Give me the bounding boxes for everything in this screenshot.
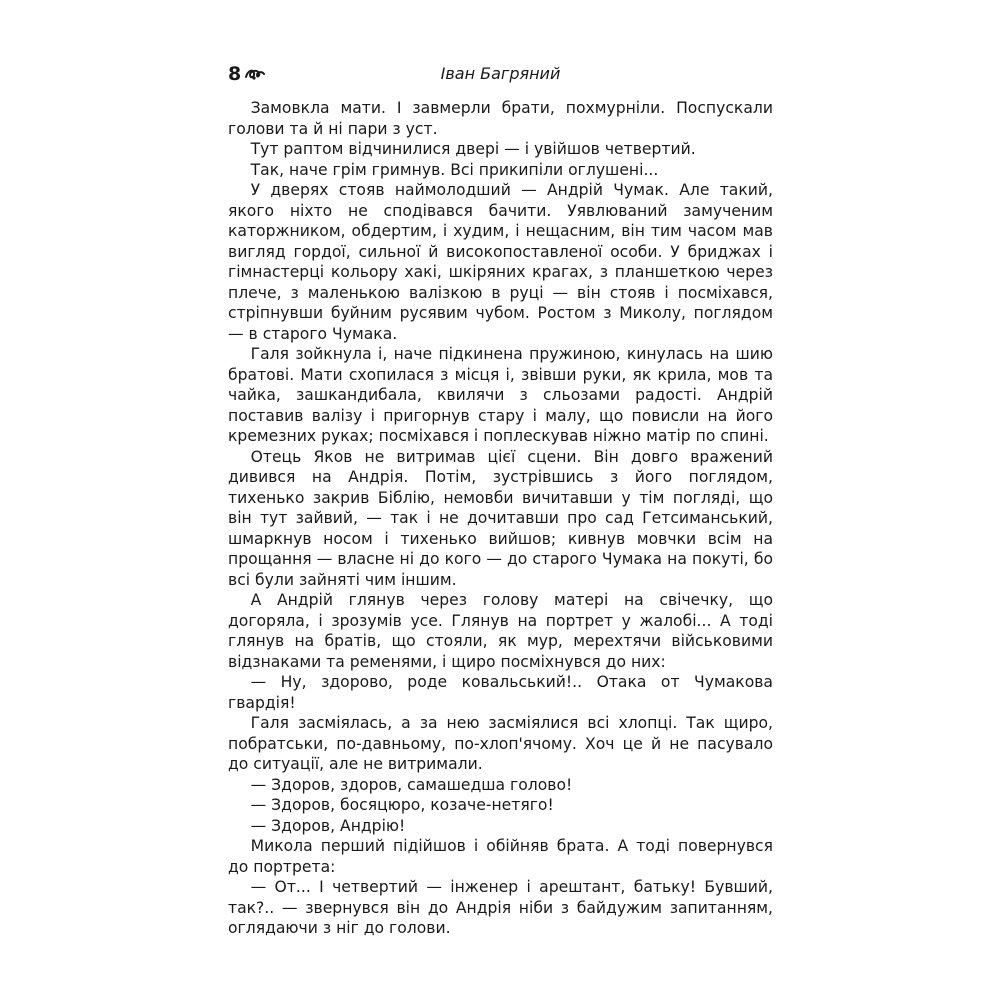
paragraph: Галя засміялась, а за нею засміялися всі хлопці. Так щиро, побратськи, по-давньому, по-хлоп'ячому. Хоч це й не пасувало до ситуації, але не витримали.: [228, 714, 773, 773]
paragraph: Так, наче грім гримнув. Всі прикипіли оглушені...: [250, 160, 659, 179]
paragraph: Замовкла мати. І завмерли брати, похмурніли. Поспускали голови та й ні пари з уст.: [228, 99, 773, 138]
paragraph: Микола перший підійшов і обійняв брата. А тоді повернувся до портрета:: [228, 837, 773, 876]
running-head: [228, 62, 773, 86]
paragraph: — Здоров, Андрію!: [250, 816, 406, 835]
paragraph: — Здоров, босяцюро, козаче-нетяго!: [250, 796, 554, 814]
paragraph: Тут раптом відчинилися двері — і увійшов четвертий.: [250, 140, 696, 158]
page-number-text: 8: [228, 63, 242, 85]
paragraph: Отець Яков не витримав цієї сцени. Він довго вражений дивився на Андрія. Потім, зустрівшись з його поглядом, тихенько закрив Біблію, немовби вичитавши у тім погляді, що він тут зайвий, — так і не дочитавши про сад Гетсиманський, шмаркнув носом і тихенько вийшов; кивнув мовчки всім на прощання — власне ні до кого — до старого Чумака на покуті, бо всі були зайняті чим іншим.: [228, 447, 773, 589]
paragraph: — Здоров, здоров, самашедша голово!: [250, 775, 573, 794]
paragraph: — Ну, здорово, роде ковальський!.. Отака от Чумакова гвардія!: [228, 673, 773, 712]
paragraph: У дверях стояв наймолодший — Андрій Чумак. Але такий, якого ніхто не сподівався бачити. Уявлюваний замученим каторжником, обдертим, і худим, і нещасним, він тим часом мав вигляд гордої, сильної й високопоставленої особи. У бриджах і гімнастерці кольору хакі, шкіряних крагах, з планшеткою через плече, з маленькою валізкою в руці — він стояв і посміхався, стріпнувши буйним русявим чубом. Ростом з Миколу, поглядом — в старого Чумака.: [228, 181, 773, 343]
body-text: [228, 98, 773, 939]
paragraph: А Андрій глянув через голову матері на свічечку, що догоряла, і зрозумів усе. Глянув на портрет у жалобі... А тоді глянув на братів, що стояли, як мур, мерехтячи військовими відзнаками та ременями, і щиро посміхнувся до них:: [228, 591, 773, 671]
paragraph: Галя зойкнула і, наче підкинена пружиною, кинулась на шию братові. Мати схопилася з місця і, звівши руки, як крила, мов та чайка, зашкандибала, квилячи з сльозами радості. Андрій поставив валізу і пригорнув стару і малу, що повисли на його кремезних руках; посміхався і поплескував ніжно матір по спині.: [228, 345, 773, 445]
paragraph: — От... І четвертий — інженер і арештант, батьку! Бувший, так?.. — звернувся він до Андрія ніби з байдужим запитанням, оглядаючи з ніг до голови.: [228, 878, 773, 937]
running-head-author: Іван Багряний: [440, 64, 561, 83]
